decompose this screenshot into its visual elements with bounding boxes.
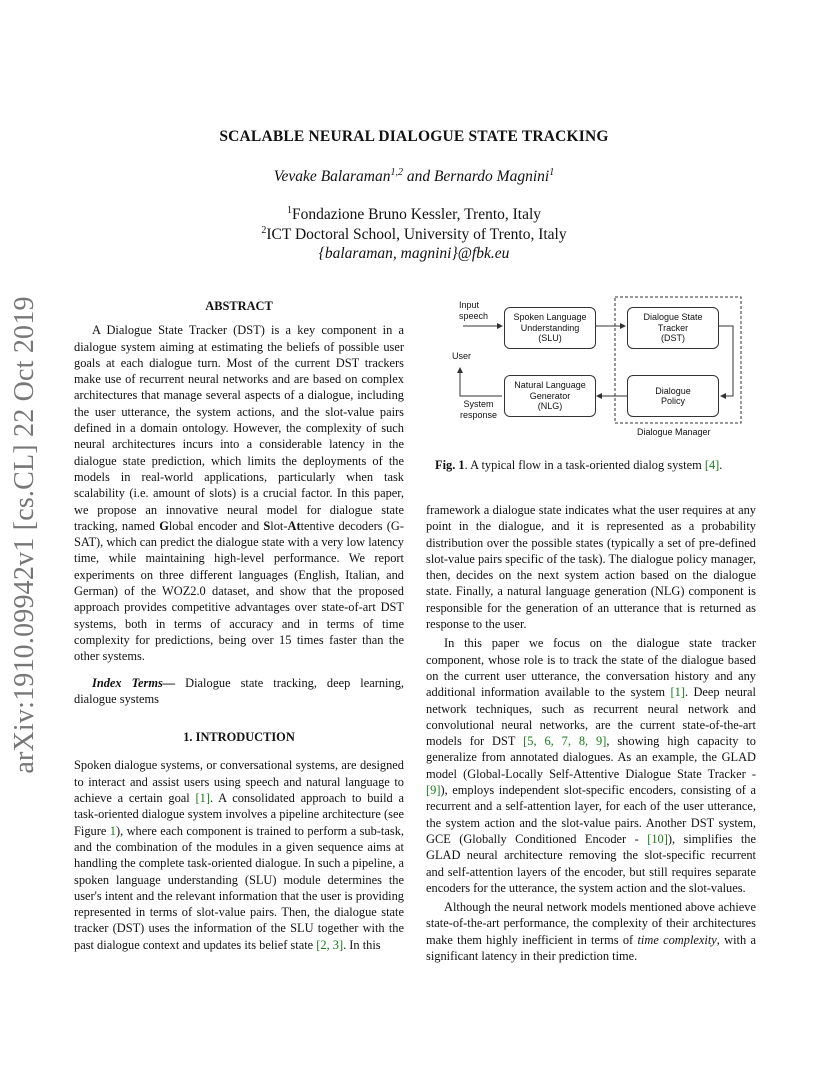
figure-caption: Fig. 1. A typical flow in a task-oriented dialog system [4]. bbox=[435, 458, 723, 472]
citation-link[interactable]: [1] bbox=[670, 685, 685, 700]
citation-link[interactable]: [4] bbox=[704, 458, 720, 472]
intro-paragraph: Spoken dialogue systems, or conversational systems, are designed to interact and assist users using speech and natural language to achieve a certain goal [1]. A consolidated approach to build a task-oriented dialogue system involves a pipeline architecture (see Figure 1), where each component is trained to perform a sub-task, and the combination of the modules in a given sequence aims at handling the complete task-oriented dialogue. In such a pipeline, a spoken language understanding (SLU) module determines the user's intent and the relevant information that the user is providing represented in terms of slot-value pairs. Then, the dialogue state tracker (DST) uses the information of the SLU together with the past dialogue context and updates its belief state [2, 3]. In this bbox=[74, 758, 404, 952]
policy-box: Dialogue Policy bbox=[627, 375, 719, 417]
email: {balaraman, magnini}@fbk.eu bbox=[318, 245, 510, 262]
right-column bbox=[426, 502, 756, 964]
abstract-heading: ABSTRACT bbox=[205, 299, 273, 313]
dst-box: Dialogue State Tracker (DST) bbox=[627, 307, 719, 349]
affiliation-2: $^2$ICT Doctoral School, University of Trento, Italy bbox=[261, 225, 567, 244]
abstract-text: A Dialogue State Tracker (DST) is a key component in a dialogue system aiming at estimating the beliefs of possible user goals at each dialogue turn. Most of the current DST trackers make use of recurrent neural networks and are based on complex architectures that manage several aspects of a dialogue, including the user utterance, the system actions, and the slot-value pairs defined in a domain ontology. However, the complexity of such neural architectures incurs into a considerable latency in the dialogue state prediction, which limits the deployments of the models in real-world applications, particularly when task scalability (i.e. amount of slots) is a crucial factor. In this paper, we propose an innovative neural model for dialogue state tracking, named Global encoder and Slot-Attentive decoders (G-SAT), which can predict the dialogue state with a very low latency time, while maintaining high-level performance. We report experiments on three different languages (English, Italian, and German) of the WOZ2.0 dataset, and show that the proposed approach provides competitive advantages over state-of-art DST systems, both in terms of accuracy and in terms of time complexity for predictions, being over 15 times faster than the other systems. bbox=[74, 323, 404, 664]
input-speech-label: Input speech bbox=[459, 300, 489, 321]
citation-link[interactable]: [1] bbox=[195, 791, 210, 806]
body-paragraph: In this paper we focus on the dialogue state tracker component, whose role is to track the state of the dialogue based on the current user utterance, the conversation history and any additional information available to the system [1]. Deep neural network techniques, such as recurrent neural network and convolutional neural networks, are the current state-of-the-art models for DST [5, 6, 7, 8, 9], showing high capacity to generalize from annotated dialogues. As an example, the GLAD model (Global-Locally Self-Attentive Dialogue State Tracker - [9]), employs independent slot-specific encoders, consisting of a recurrent and a self-attention layer, for each of the user utterance, the system action and the slot-value pairs. Another DST system, GCE (Globally Conditioned Encoder - [10]), simplifies the GLAD neural architecture removing the slot-specific recurrent and self-attention layers of the encoder, but still requires separate encoders for the utterance, the system action and the slot-values. bbox=[426, 636, 756, 895]
figure-1-diagram bbox=[452, 293, 755, 443]
authors: Vevake Balaraman$^{1,2}$ and Bernardo Magnini$^1$ bbox=[273, 167, 555, 186]
citation-link[interactable]: [9] bbox=[426, 783, 441, 798]
citation-link[interactable]: [2, 3] bbox=[316, 937, 344, 952]
affiliation-1: $^1$Fondazione Bruno Kessler, Trento, Italy bbox=[286, 205, 542, 224]
dialogue-manager-label: Dialogue Manager bbox=[637, 427, 711, 437]
intro-heading: 1. INTRODUCTION bbox=[183, 730, 295, 745]
abstract-section bbox=[74, 298, 404, 953]
body-paragraph: framework a dialogue state indicates what the user requires at any point in the dialogue, and it is represented as a probability distribution over the possible states (typically a set of pre-defined slot-value pairs specific of the task). The dialogue policy manager, then, decides on the next system action based on the dialogue state. Finally, a natural language generation (NLG) component is responsible for the generation of an utterance that is returned as response to the user. bbox=[426, 503, 756, 632]
figure-link[interactable]: 1 bbox=[109, 823, 116, 838]
nlg-box: Natural Language Generator (NLG) bbox=[504, 375, 596, 417]
system-response-label: System response bbox=[460, 399, 498, 420]
index-terms: Index Terms— Dialogue state tracking, deep learning, dialogue systems bbox=[74, 675, 404, 706]
user-label: User bbox=[452, 351, 472, 361]
citation-link[interactable]: [5, 6, 7, 8, 9] bbox=[523, 734, 607, 749]
arxiv-sidebar: arXiv:1910.09942v1 [cs.CL] 22 Oct 2019 bbox=[9, 296, 40, 774]
body-paragraph: Although the neural network models mentioned above achieve state-of-the-art performance, the complexity of their architectures make them highly inefficient in terms of time complexity, with a significant latency in their prediction time. bbox=[426, 900, 756, 964]
paper-title: SCALABLE NEURAL DIALOGUE STATE TRACKING bbox=[219, 128, 609, 145]
slu-box: Spoken Language Understanding (SLU) bbox=[504, 307, 596, 349]
citation-link[interactable]: [10] bbox=[647, 831, 668, 846]
